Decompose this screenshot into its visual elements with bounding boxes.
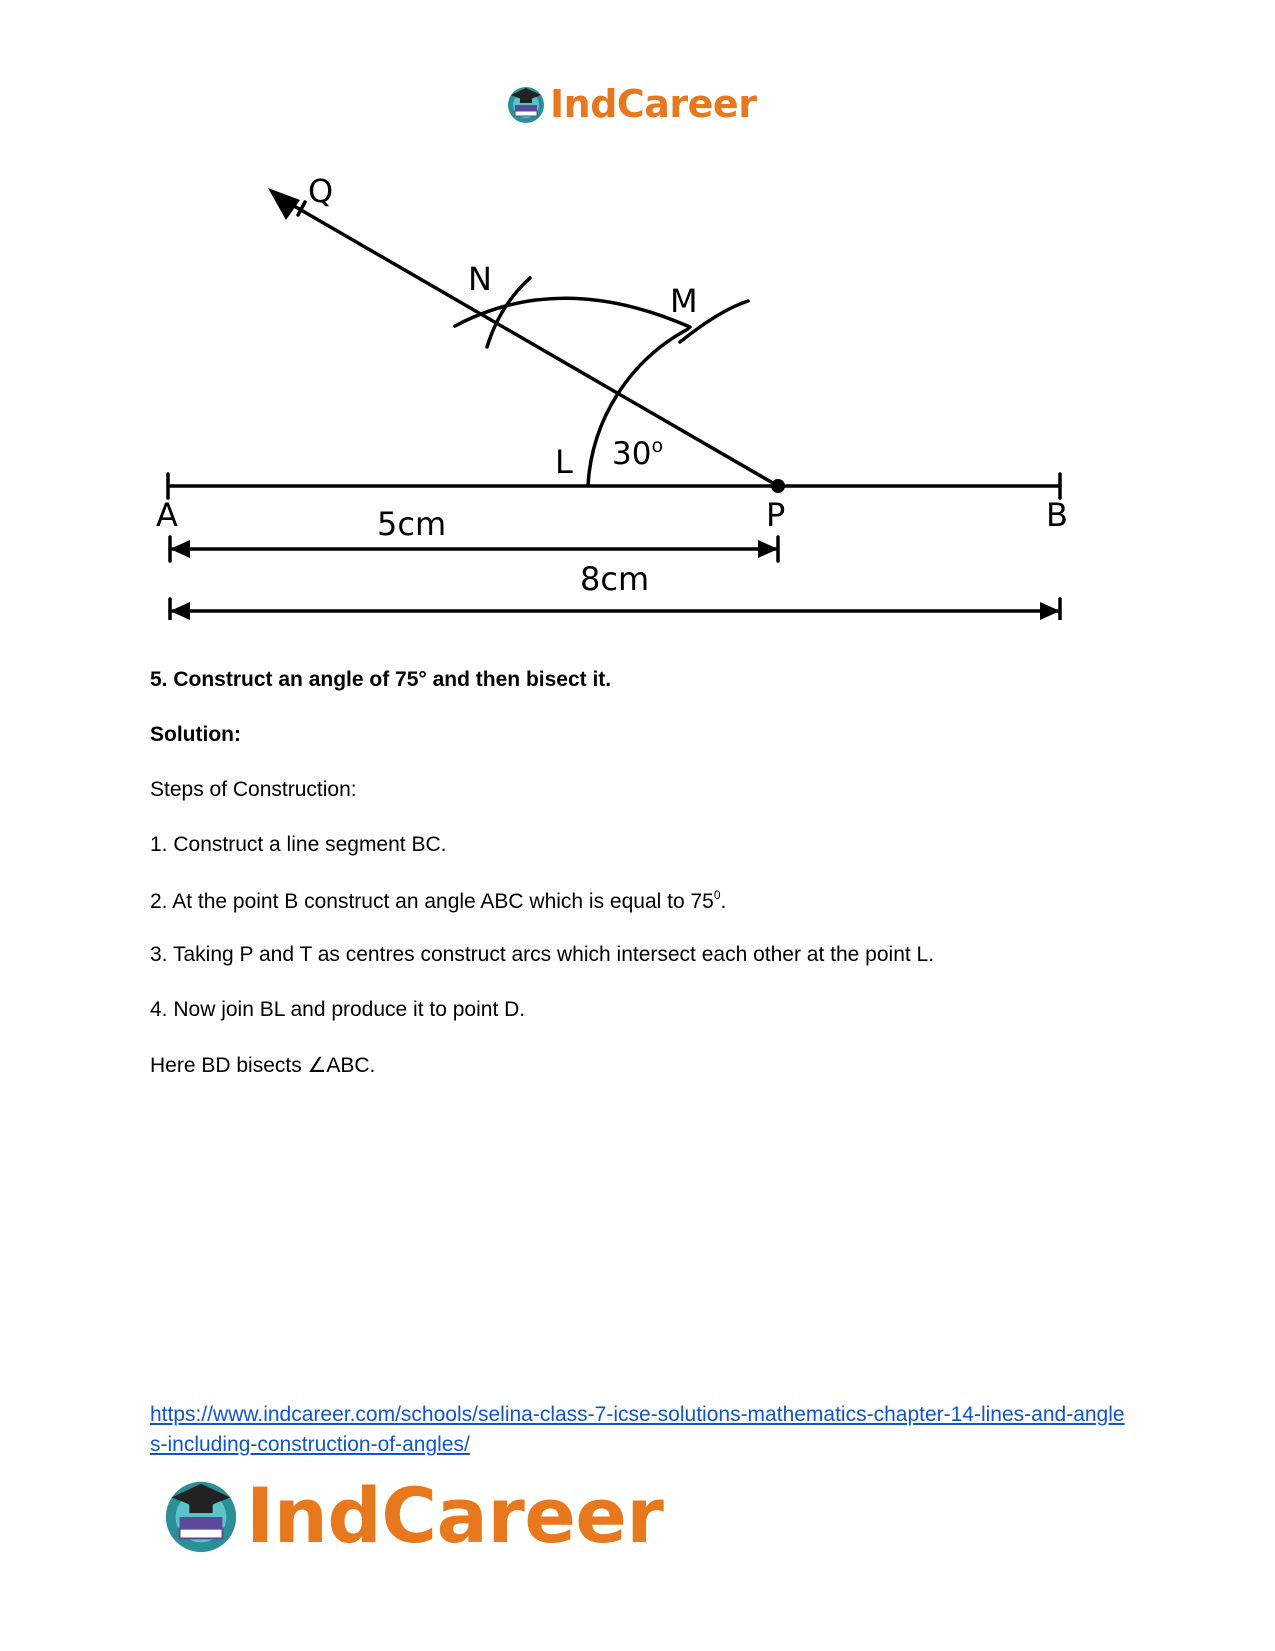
header-logo: [505, 80, 756, 128]
construction-diagram: [0, 160, 1275, 620]
ray-pq: [282, 199, 778, 486]
brand-wordmark: IndCareer: [550, 82, 757, 126]
angle-label: 30$^o$: [612, 435, 664, 472]
solution-label: Solution:: [150, 723, 241, 746]
dim-ab-label: 8cm: [580, 560, 650, 598]
arrow-ab-right: [1040, 602, 1060, 620]
conclusion: Here BD bisects ∠ABC.: [150, 1054, 376, 1077]
steps-heading: Steps of Construction:: [150, 778, 357, 801]
label-m: M: [670, 282, 698, 320]
label-q: Q: [308, 172, 334, 210]
arc-n-cross: [487, 278, 530, 347]
label-n: N: [468, 260, 492, 298]
point-p: [771, 479, 785, 493]
arrowhead-q: [268, 188, 300, 220]
step-4: 4. Now join BL and produce it to point D.: [150, 998, 526, 1021]
arrow-ap-right: [758, 540, 778, 558]
step-3: 3. Taking P and T as centres construct arcs which intersect each other at the point L.: [150, 943, 935, 966]
step-2: 2. At the point B construct an angle ABC which is equal to $75^0$.: [150, 888, 727, 913]
question-title: 5. Construct an angle of 75° and then bisect it.: [150, 668, 612, 691]
arrow-ap-left: [170, 540, 190, 558]
step-1: 1. Construct a line segment BC.: [150, 833, 447, 856]
dim-ap-label: 5cm: [377, 505, 447, 543]
arrow-ab-left: [170, 602, 190, 620]
label-b: B: [1046, 496, 1068, 534]
label-l: L: [555, 443, 573, 481]
graduation-cap-book-globe-icon: [505, 83, 547, 125]
brand-wordmark: IndCareer: [246, 1470, 664, 1560]
arc-n-upper: [455, 298, 690, 327]
source-link[interactable]: https://www.indcareer.com/schools/selina-class-7-icse-solutions-mathematics-chapter-14-lines-and-angles-including-construction-of-angles/: [150, 1403, 1125, 1456]
label-a: A: [156, 496, 178, 534]
angle-degree: o: [651, 435, 664, 457]
graduation-cap-book-globe-icon: [160, 1474, 242, 1556]
label-p: P: [766, 496, 786, 534]
footer-logo: [160, 1470, 663, 1560]
degree-superscript: 0: [713, 888, 721, 902]
